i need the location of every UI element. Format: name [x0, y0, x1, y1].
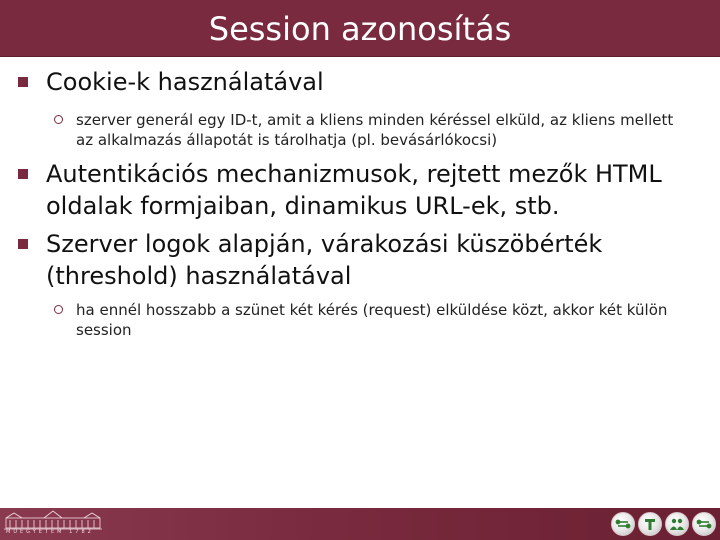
- letter-t-icon[interactable]: [638, 512, 662, 536]
- circle-bullet-icon: [54, 305, 63, 314]
- bullet-text: Cookie-k használatával: [46, 68, 324, 96]
- bullet-text: Autentikációs mechanizmusok, rejtett mezők HTML oldalak formjaiban, dinamikus URL-ek, stb.: [46, 160, 662, 220]
- square-bullet-icon: [18, 239, 28, 249]
- sub-bullet-cookie-id: [0, 110, 720, 150]
- sub-bullet-text: szerver generál egy ID-t, amit a kliens minden kéréssel elküld, az kliens mellett az alkalmazás állapotát is tárolhatja (pl. bevásárlókocsi): [76, 111, 674, 149]
- network-icon[interactable]: [611, 512, 635, 536]
- bullet-text: Szerver logok alapján, várakozási küszöbérték (threshold) használatával: [46, 230, 603, 290]
- bullet-server-logs: [0, 228, 720, 292]
- slide-content: [0, 66, 720, 340]
- bullet-cookies: [0, 66, 720, 98]
- footer-bar: [0, 508, 720, 540]
- square-bullet-icon: [18, 77, 28, 87]
- network-icon[interactable]: [692, 512, 716, 536]
- circle-bullet-icon: [54, 115, 63, 124]
- footer-icons: [611, 512, 716, 536]
- sub-bullet-text: ha ennél hosszabb a szünet két kérés (request) elküldése közt, akkor két külön session: [76, 301, 668, 339]
- sub-bullet-threshold: [0, 300, 720, 340]
- people-icon[interactable]: [665, 512, 689, 536]
- square-bullet-icon: [18, 169, 28, 179]
- slide-title: Session azonosítás: [208, 10, 512, 48]
- bullet-auth-mechanisms: [0, 158, 720, 222]
- title-bar: [0, 0, 720, 57]
- logo-text: MŰEGYETEM 1782: [6, 529, 94, 535]
